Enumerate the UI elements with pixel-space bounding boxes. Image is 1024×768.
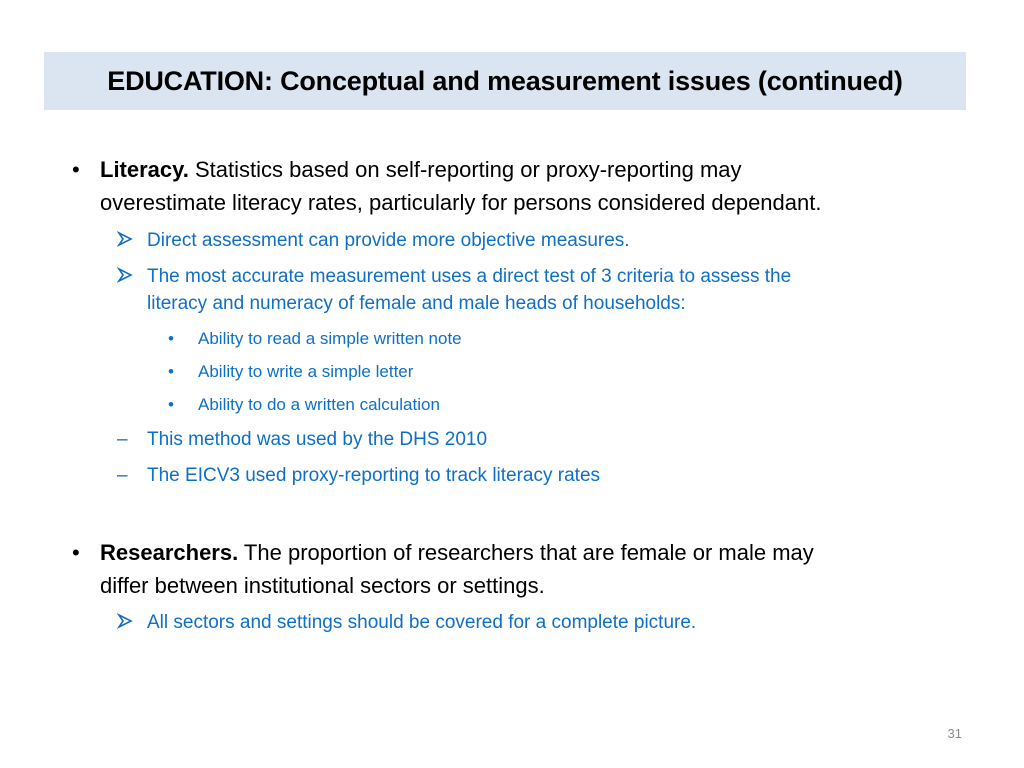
bullet-icon: • xyxy=(72,540,80,565)
criteria-item xyxy=(168,327,462,351)
researchers-text xyxy=(100,536,814,569)
dash-text: This method was used by the DHS 2010 xyxy=(147,429,488,450)
literacy-line2: overestimate literacy rates, particularly for persons considered dependant. xyxy=(100,190,822,215)
criteria-item xyxy=(168,393,440,417)
literacy-line2-row xyxy=(100,186,821,219)
literacy-sub1-row xyxy=(117,227,630,255)
literacy-sub2-line1: The most accurate measurement uses a direct test of 3 criteria to assess the xyxy=(147,266,792,287)
arrow-bullet-icon xyxy=(117,227,147,255)
researchers-sub1-row xyxy=(117,609,696,637)
researchers-line2: differ between institutional sectors or settings. xyxy=(100,573,545,598)
bullet-icon: • xyxy=(168,329,174,348)
literacy-line1: Statistics based on self-reporting or proxy-reporting may xyxy=(188,157,742,182)
dash-item xyxy=(117,426,487,454)
literacy-sub2-row xyxy=(117,263,791,291)
title-bar xyxy=(44,52,966,110)
researchers-line2-row xyxy=(100,569,545,602)
arrow-bullet-icon xyxy=(117,263,147,291)
criteria-text: Ability to write a simple letter xyxy=(198,362,414,381)
page-number: 31 xyxy=(947,726,962,741)
dash-icon: – xyxy=(117,429,128,450)
criteria-text: Ability to do a written calculation xyxy=(198,395,440,414)
slide-title: EDUCATION: Conceptual and measurement issues (continued) xyxy=(107,65,903,96)
researchers-bullet xyxy=(72,536,814,569)
literacy-text xyxy=(100,153,742,186)
literacy-sub1: Direct assessment can provide more objective measures. xyxy=(147,230,630,251)
researchers-label: Researchers. xyxy=(100,540,239,565)
dash-text: The EICV3 used proxy-reporting to track literacy rates xyxy=(147,465,601,486)
literacy-sub2-line2-row xyxy=(147,290,686,318)
criteria-item xyxy=(168,360,413,384)
researchers-sub1: All sectors and settings should be covered for a complete picture. xyxy=(147,612,697,633)
dash-icon: – xyxy=(117,465,128,486)
bullet-icon: • xyxy=(72,157,80,182)
dash-item xyxy=(117,462,600,490)
criteria-text: Ability to read a simple written note xyxy=(198,329,462,348)
researchers-line1: The proportion of researchers that are female or male may xyxy=(238,540,814,565)
literacy-label: Literacy. xyxy=(100,157,189,182)
arrow-bullet-icon xyxy=(117,609,147,637)
bullet-icon: • xyxy=(168,362,174,381)
literacy-bullet xyxy=(72,153,742,186)
bullet-icon: • xyxy=(168,395,174,414)
literacy-sub2-line2: literacy and numeracy of female and male heads of households: xyxy=(147,293,686,314)
